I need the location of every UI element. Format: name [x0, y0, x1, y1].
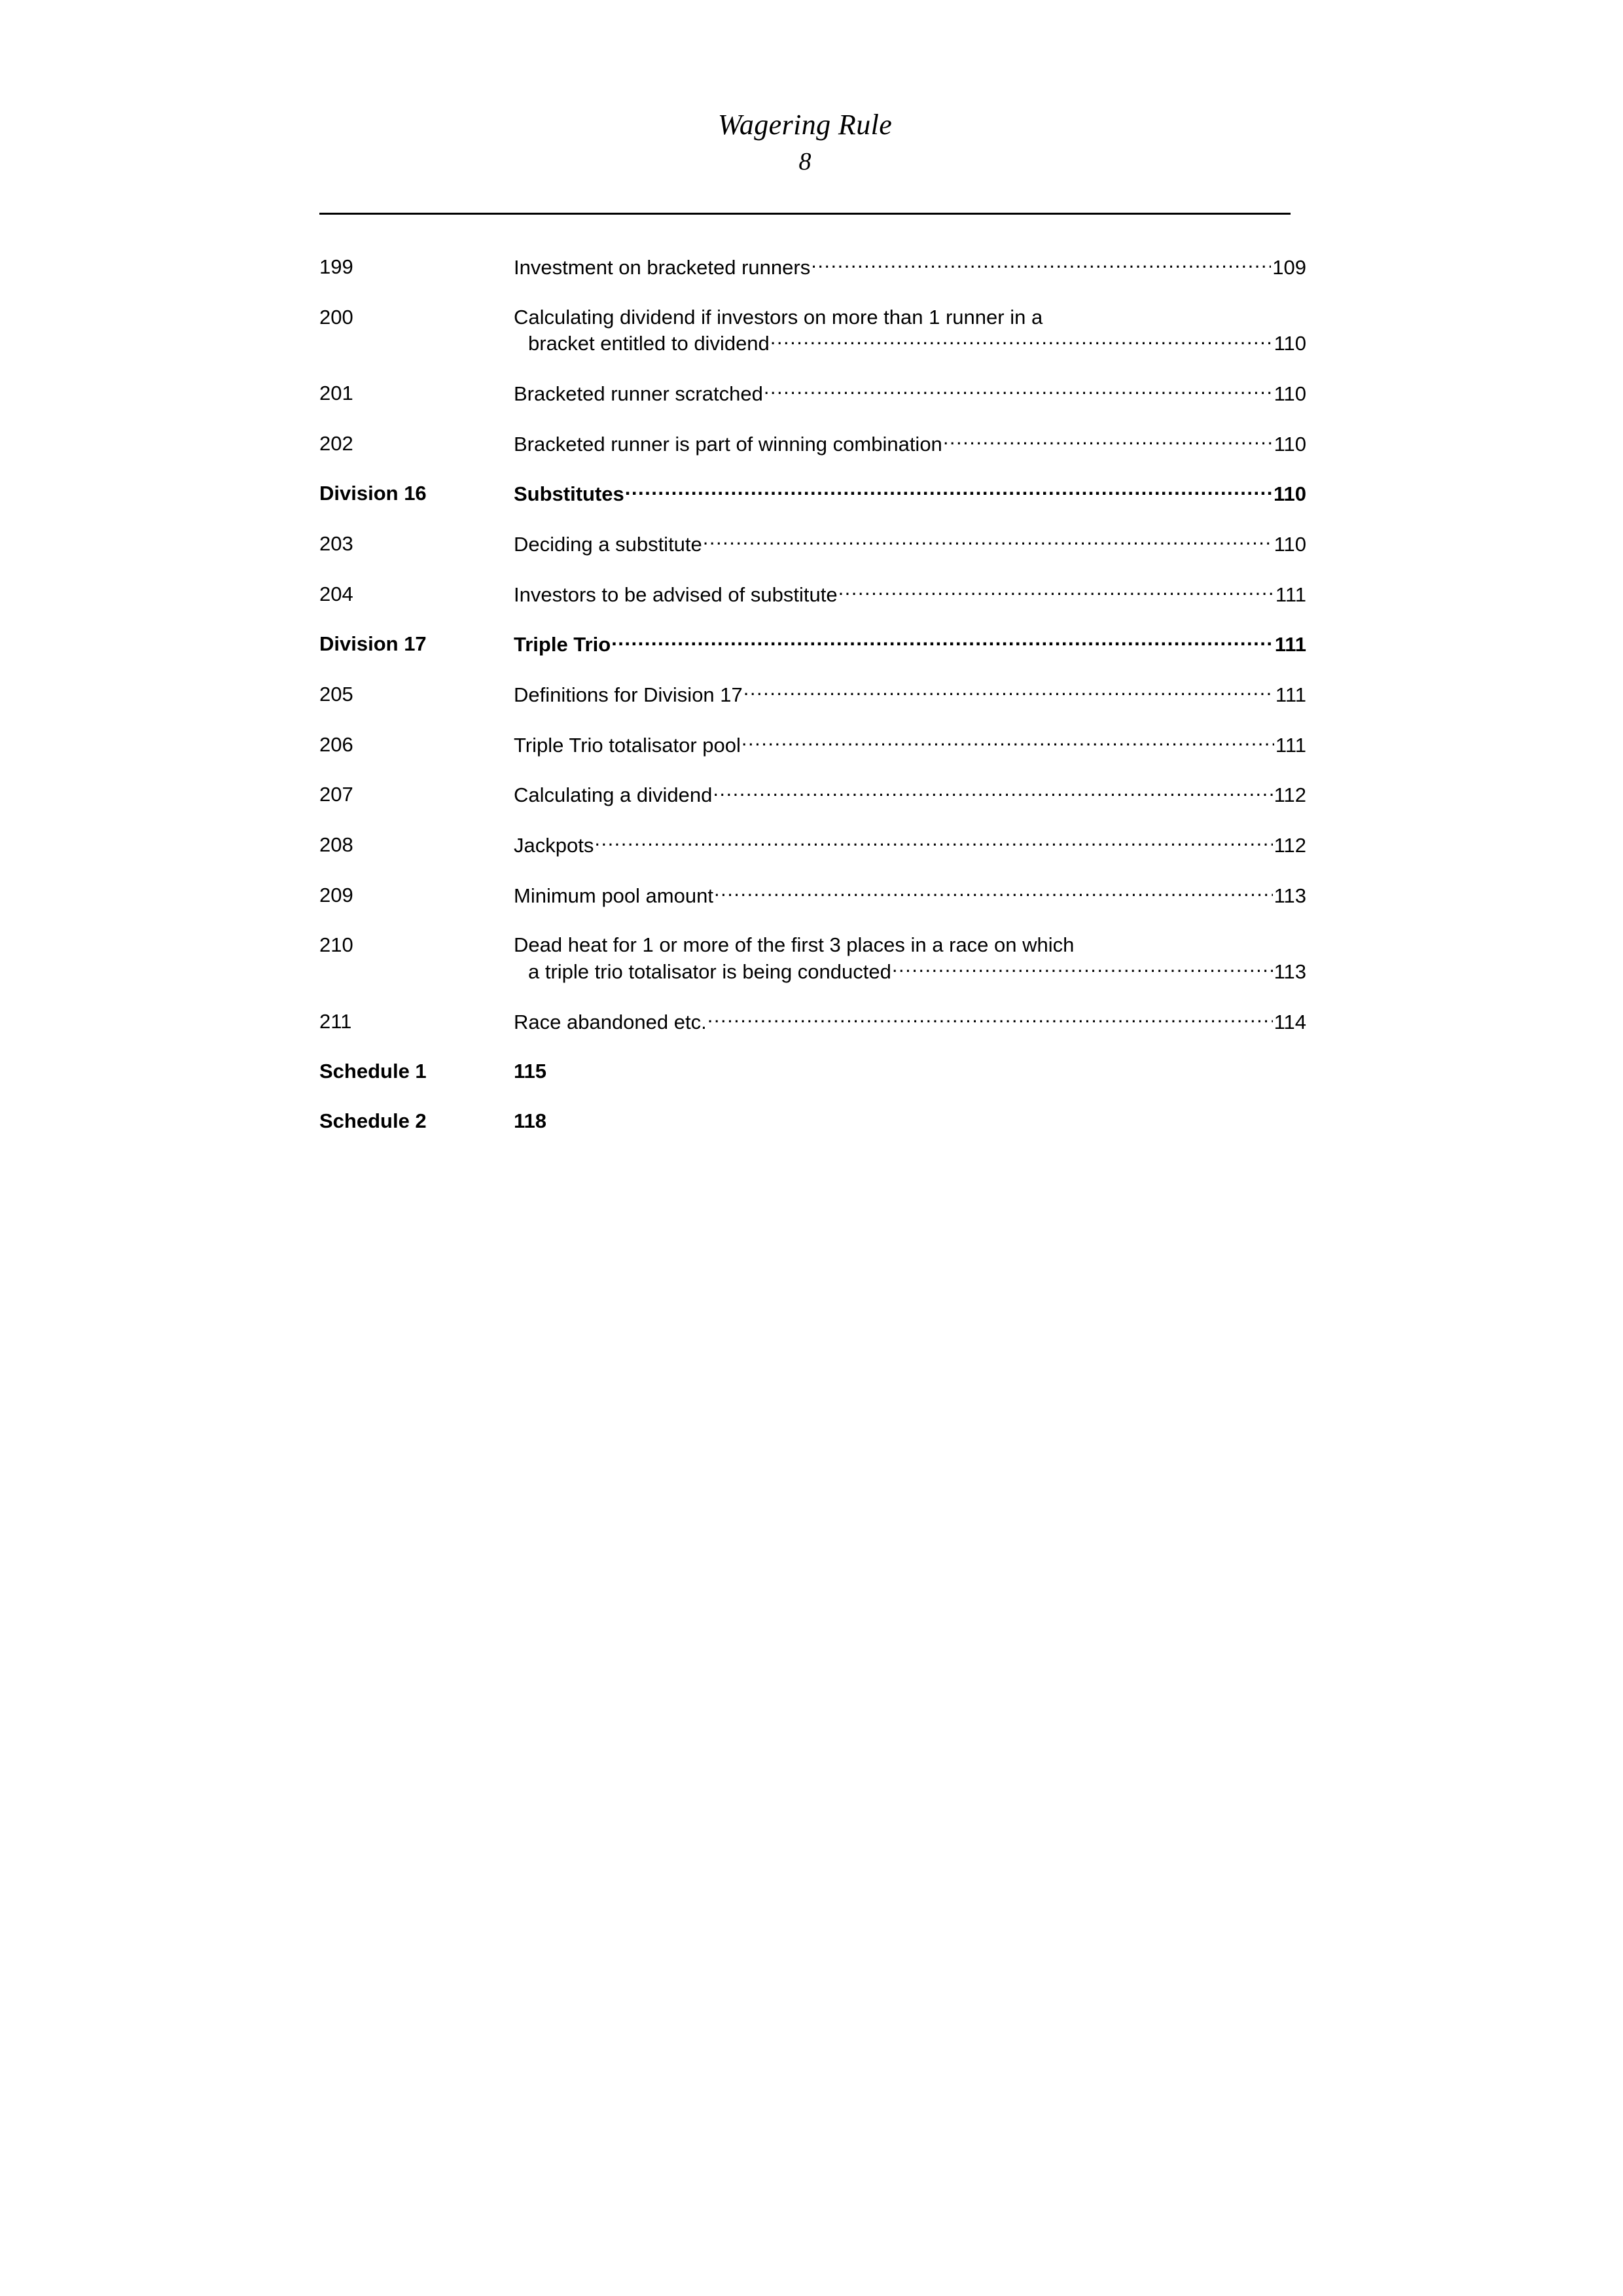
toc-entry-row[interactable] — [319, 882, 1306, 909]
toc-entry-body — [514, 431, 1306, 457]
toc-page-number: 110 — [1274, 332, 1306, 355]
toc-entry-line — [514, 431, 1306, 457]
toc-entry-body — [514, 581, 1306, 608]
toc-entry-wrapped-line — [514, 330, 1306, 357]
toc-entry-body — [514, 631, 1306, 658]
toc-entry-body — [514, 781, 1306, 808]
toc-page-number: 113 — [1274, 960, 1306, 984]
toc-entry-number: Division 17 — [319, 632, 427, 656]
toc-page-number: 110 — [1274, 382, 1306, 406]
toc-entry-row[interactable] — [319, 431, 1306, 457]
toc-entry-line — [514, 380, 1306, 407]
toc-entry-number: 200 — [319, 305, 353, 329]
toc-dot-leader — [625, 480, 1272, 501]
toc-entry-title: Minimum pool amount — [514, 884, 713, 907]
toc-entry-line — [514, 1009, 1306, 1035]
toc-entry-title: 115 — [514, 1060, 547, 1083]
page-folio-number: 8 — [798, 148, 812, 176]
toc-entry-body — [514, 932, 1306, 984]
toc-entry-row[interactable] — [319, 1009, 1306, 1035]
toc-entry-title: Race abandoned etc. — [514, 1010, 707, 1033]
toc-entry-number: 205 — [319, 683, 353, 706]
toc-entry-number: Schedule 2 — [319, 1109, 427, 1133]
running-header — [319, 110, 1291, 175]
toc-entry-line — [514, 631, 1306, 658]
toc-entry-line — [514, 531, 1306, 558]
toc-heading-row[interactable] — [319, 480, 1306, 507]
toc-entry-title: Triple Trio — [514, 633, 611, 656]
toc-entry-body — [514, 882, 1306, 909]
toc-page-number: 112 — [1274, 783, 1306, 807]
toc-heading-row[interactable] — [319, 1108, 1306, 1134]
toc-entry-body — [514, 832, 1306, 859]
toc-entry-body — [514, 480, 1306, 507]
toc-entry-title: 118 — [514, 1109, 547, 1133]
toc-entry-title: Definitions for Division 17 — [514, 683, 743, 707]
toc-entry-row[interactable] — [319, 581, 1306, 608]
toc-page-number: 114 — [1274, 1010, 1306, 1033]
header-divider-rule — [319, 213, 1291, 215]
toc-entry-title: Investors to be advised of substitute — [514, 583, 838, 606]
toc-entry-number: 202 — [319, 431, 353, 455]
toc-entry-number: 210 — [319, 933, 353, 957]
toc-entry-number: 201 — [319, 382, 353, 405]
toc-entry-title: Investment on bracketed runners — [514, 256, 811, 279]
toc-entry-line — [514, 1108, 1306, 1134]
toc-entry-body — [514, 380, 1306, 407]
toc-page-number: 111 — [1275, 683, 1306, 707]
toc-entry-line — [514, 581, 1306, 608]
toc-entry-number: 203 — [319, 532, 353, 556]
toc-page-number: 110 — [1274, 432, 1306, 456]
toc-entry-title: Jackpots — [514, 834, 594, 857]
toc-page-number: 112 — [1274, 834, 1306, 857]
toc-entry-title: Calculating a dividend — [514, 783, 713, 807]
toc-entry-line — [514, 304, 1306, 331]
toc-dot-leader — [741, 732, 1274, 752]
toc-entry-line — [514, 480, 1306, 507]
toc-page-number: 110 — [1273, 482, 1306, 506]
toc-entry-title: Substitutes — [514, 482, 624, 506]
header-title: Wagering Rule — [717, 109, 893, 141]
toc-dot-leader — [714, 882, 1273, 903]
toc-entry-body — [514, 1058, 1306, 1085]
toc-entry-row[interactable] — [319, 681, 1306, 708]
toc-entry-title: Deciding a substitute — [514, 533, 702, 556]
toc-entry-line — [514, 254, 1306, 281]
toc-entry-number: 211 — [319, 1009, 352, 1033]
toc-entry-number: 207 — [319, 783, 353, 806]
toc-entry-body — [514, 254, 1306, 281]
toc-entry-number: Division 16 — [319, 482, 427, 505]
toc-entry-row[interactable] — [319, 832, 1306, 859]
toc-entry-title: Calculating dividend if investors on more than 1 runner in a — [514, 305, 1043, 329]
toc-entry-row[interactable] — [319, 304, 1306, 357]
toc-entry-line — [514, 681, 1306, 708]
toc-entry-number: 208 — [319, 833, 353, 857]
toc-entry-body — [514, 732, 1306, 759]
toc-entry-title: a triple trio totalisator is being conducted — [528, 960, 891, 984]
toc-entry-number: 206 — [319, 732, 353, 756]
toc-entry-row[interactable] — [319, 380, 1306, 407]
toc-entry-line — [514, 882, 1306, 909]
toc-dot-leader — [743, 681, 1274, 702]
toc-entry-row[interactable] — [319, 254, 1306, 281]
toc-entry-body — [514, 304, 1306, 357]
toc-heading-row[interactable] — [319, 1058, 1306, 1085]
toc-dot-leader — [713, 781, 1272, 802]
toc-page-number: 111 — [1275, 733, 1306, 757]
toc-entry-body — [514, 681, 1306, 708]
toc-dot-leader — [892, 958, 1273, 978]
toc-page-number: 109 — [1272, 256, 1306, 279]
toc-page-number: 113 — [1274, 884, 1306, 907]
toc-dot-leader — [611, 631, 1274, 651]
toc-dot-leader — [838, 581, 1274, 601]
toc-dot-leader — [703, 531, 1273, 551]
toc-entry-title: Bracketed runner is part of winning combination — [514, 432, 942, 456]
toc-dot-leader — [764, 380, 1273, 401]
toc-entry-body — [514, 1009, 1306, 1035]
toc-entry-row[interactable] — [319, 732, 1306, 759]
toc-entry-number: 204 — [319, 582, 353, 605]
toc-dot-leader — [811, 254, 1271, 274]
toc-entry-title: bracket entitled to dividend — [528, 332, 770, 355]
toc-dot-leader — [770, 330, 1273, 350]
toc-dot-leader — [594, 832, 1272, 852]
toc-entry-number: Schedule 1 — [319, 1060, 427, 1083]
toc-entry-wrapped-line — [514, 958, 1306, 985]
toc-entry-line — [514, 1058, 1306, 1085]
toc-entry-number: 209 — [319, 883, 353, 906]
toc-entry-row[interactable] — [319, 932, 1306, 984]
toc-entry-row[interactable] — [319, 781, 1306, 808]
toc-page-number: 110 — [1274, 533, 1306, 556]
toc-entry-body — [514, 531, 1306, 558]
toc-entry-title: Bracketed runner scratched — [514, 382, 763, 406]
toc-entry-line — [514, 732, 1306, 759]
toc-entry-line — [514, 932, 1306, 958]
toc-entry-title: Triple Trio totalisator pool — [514, 733, 741, 757]
toc-heading-row[interactable] — [319, 631, 1306, 658]
toc-dot-leader — [943, 431, 1273, 451]
toc-page-number: 111 — [1274, 633, 1306, 656]
toc-entry-line — [514, 832, 1306, 859]
toc-entry-title: Dead heat for 1 or more of the first 3 places in a race on which — [514, 933, 1075, 957]
toc-entry-number: 199 — [319, 255, 353, 278]
toc-entry-line — [514, 781, 1306, 808]
toc-page-number: 111 — [1275, 583, 1306, 606]
toc-dot-leader — [707, 1009, 1273, 1029]
toc-entry-body — [514, 1108, 1306, 1134]
table-of-contents — [319, 254, 1306, 1158]
toc-entry-row[interactable] — [319, 531, 1306, 558]
